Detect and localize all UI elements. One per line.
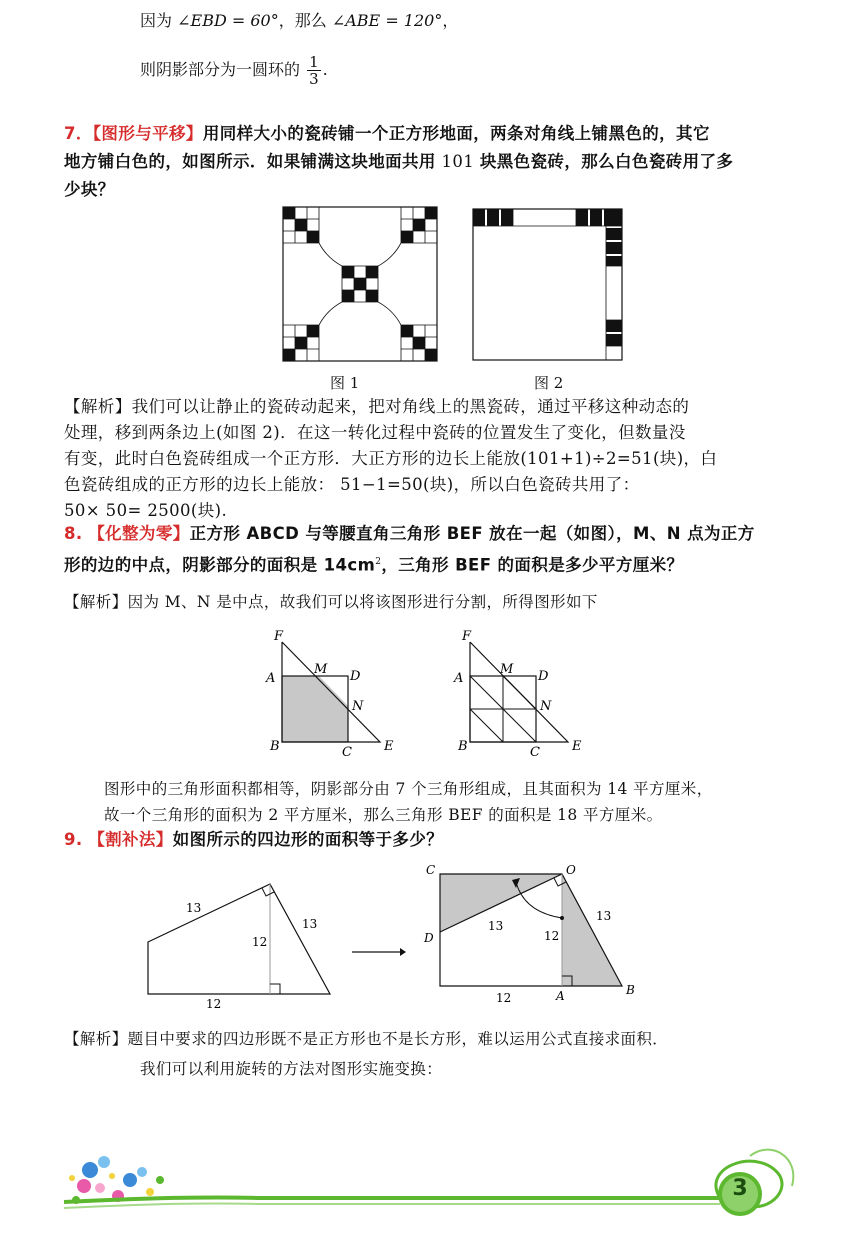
label-e: E (384, 739, 394, 754)
page-number: 3 (732, 1176, 748, 1201)
fraction-denominator: 3 (309, 70, 319, 88)
q7-figure-1 (282, 206, 438, 362)
q8-tag: 【化整为零】 (88, 524, 190, 543)
q7-count: 101 (441, 152, 475, 171)
label-c: C (342, 745, 352, 756)
q9-number: 9. (64, 830, 83, 849)
label-m: M (314, 662, 328, 677)
label-top-side: 13 (186, 901, 202, 915)
text: 则阴影部分为一圆环的 (140, 60, 301, 79)
q9-statement (64, 826, 443, 854)
label-slant: 13 (488, 919, 504, 933)
solution-line: 色瓷砖组成的正方形的边长上能放： (64, 475, 335, 494)
text: ，那么 (278, 11, 327, 30)
label-b: B (270, 739, 280, 754)
expression: 51−1=50 (340, 475, 424, 494)
explanation-line: 故一个三角形的面积为 2 平方厘米，那么三角形 BEF 的面积是 18 平方厘米。 (104, 806, 663, 824)
q8-explanation (104, 776, 713, 828)
label-right-side: 13 (302, 917, 318, 931)
figure-1-caption: 图 1 (330, 374, 360, 392)
label-e: E (572, 739, 582, 754)
label-height: 12 (252, 935, 268, 949)
solution-line: 【解析】我们可以让静止的瓷砖动起来，把对角线上的黑瓷砖，通过平移这种动态的 (64, 397, 690, 416)
q8-text: 正方形 ABCD 与等腰直角三角形 BEF 放在一起（如图），M、N 点为正方 (189, 524, 755, 543)
text: 因为 (140, 11, 173, 30)
top-line-2 (140, 54, 328, 87)
q7-number: 7． (64, 124, 93, 143)
label-bottom: 12 (496, 991, 512, 1005)
label-c: C (530, 745, 540, 756)
label-m: M (500, 662, 514, 677)
solution-line: 有变，此时白色瓷砖组成一个正方形．大正方形的边长上能放 (64, 449, 521, 468)
figure-2-caption: 图 2 (534, 374, 564, 392)
label-height: 12 (544, 929, 560, 943)
label-d: D (538, 669, 549, 684)
label-f: F (274, 629, 284, 644)
label-f: F (462, 629, 472, 644)
explanation-line: 图形中的三角形面积都相等，阴影部分由 7 个三角形组成，且其面积为 14 平方厘米， (104, 780, 713, 798)
footer-decoration (60, 1136, 800, 1236)
q9-text: 如图所示的四边形的面积等于多少？ (172, 830, 444, 849)
solution-line: 我们可以利用旋转的方法对图形实施变换： (140, 1060, 443, 1078)
q8-figure-left (262, 628, 402, 756)
angle-ebd: ∠EBD = 60° (177, 11, 279, 30)
label-d: D (424, 931, 434, 945)
text: ， (442, 11, 459, 30)
solution-line: (块)，所以白色瓷砖共用了： (423, 475, 640, 494)
q7-text: 块黑色瓷砖，那么白色瓷砖用了多 (479, 152, 734, 171)
expression: (101+1)÷2=51 (520, 449, 653, 468)
label-a: A (454, 671, 464, 686)
q7-text: 少块？ (64, 180, 115, 199)
q8-solution: 【解析】因为 M、N 是中点，故我们可以将该图形进行分割，所得图形如下 (64, 593, 598, 611)
q7-tag: 【图形与平移】 (92, 124, 203, 143)
q7-statement (64, 120, 804, 204)
q9-solution (64, 1024, 824, 1084)
q8-text: 形的边的中点，阴影部分的面积是 14cm (64, 555, 376, 575)
label-bottom: 12 (206, 997, 222, 1011)
q7-text: 用同样大小的瓷砖铺一个正方形地面，两条对角线上铺黑色的，其它 (202, 124, 710, 143)
superscript: 2 (375, 557, 382, 567)
angle-abe: ∠ABE = 120° (331, 11, 443, 30)
solution-line: 50× 50= 2500(块). (64, 501, 228, 520)
q9-figure-right (420, 862, 650, 1008)
q8-text: ，三角形 BEF 的面积是多少平方厘米？ (381, 555, 684, 575)
q7-solution (64, 394, 804, 524)
label-b: B (626, 983, 635, 997)
solution-line: 【解析】题目中要求的四边形既不是正方形也不是长方形，难以运用公式直接求面积． (64, 1030, 669, 1048)
label-n: N (540, 699, 552, 714)
label-c: C (426, 863, 436, 877)
q8-number: 8. (64, 524, 83, 543)
label-right: 13 (596, 909, 612, 923)
solution-line: (块)，白 (652, 449, 718, 468)
label-b: B (458, 739, 468, 754)
top-line-1 (140, 10, 458, 32)
transform-arrow-icon (350, 946, 406, 958)
solution-line: 处理，移到两条边上(如图 2)．在这一转化过程中瓷砖的位置发生了变化，但数量没 (64, 423, 686, 442)
q7-figure-2 (472, 208, 624, 362)
q8-figure-right (452, 628, 592, 756)
q8-statement (64, 520, 804, 580)
label-o: O (566, 863, 576, 877)
fraction-numerator: 1 (309, 53, 319, 71)
label-d: D (350, 669, 361, 684)
label-a: A (556, 989, 565, 1003)
q9-figure-left (140, 876, 340, 1012)
label-n: N (352, 699, 364, 714)
text: . (322, 60, 328, 79)
label-a: A (266, 671, 276, 686)
q7-text: 地方铺白色的，如图所示．如果铺满这块地面共用 (64, 152, 436, 171)
fraction-one-third (307, 54, 321, 87)
q9-tag: 【割补法】 (88, 830, 173, 849)
